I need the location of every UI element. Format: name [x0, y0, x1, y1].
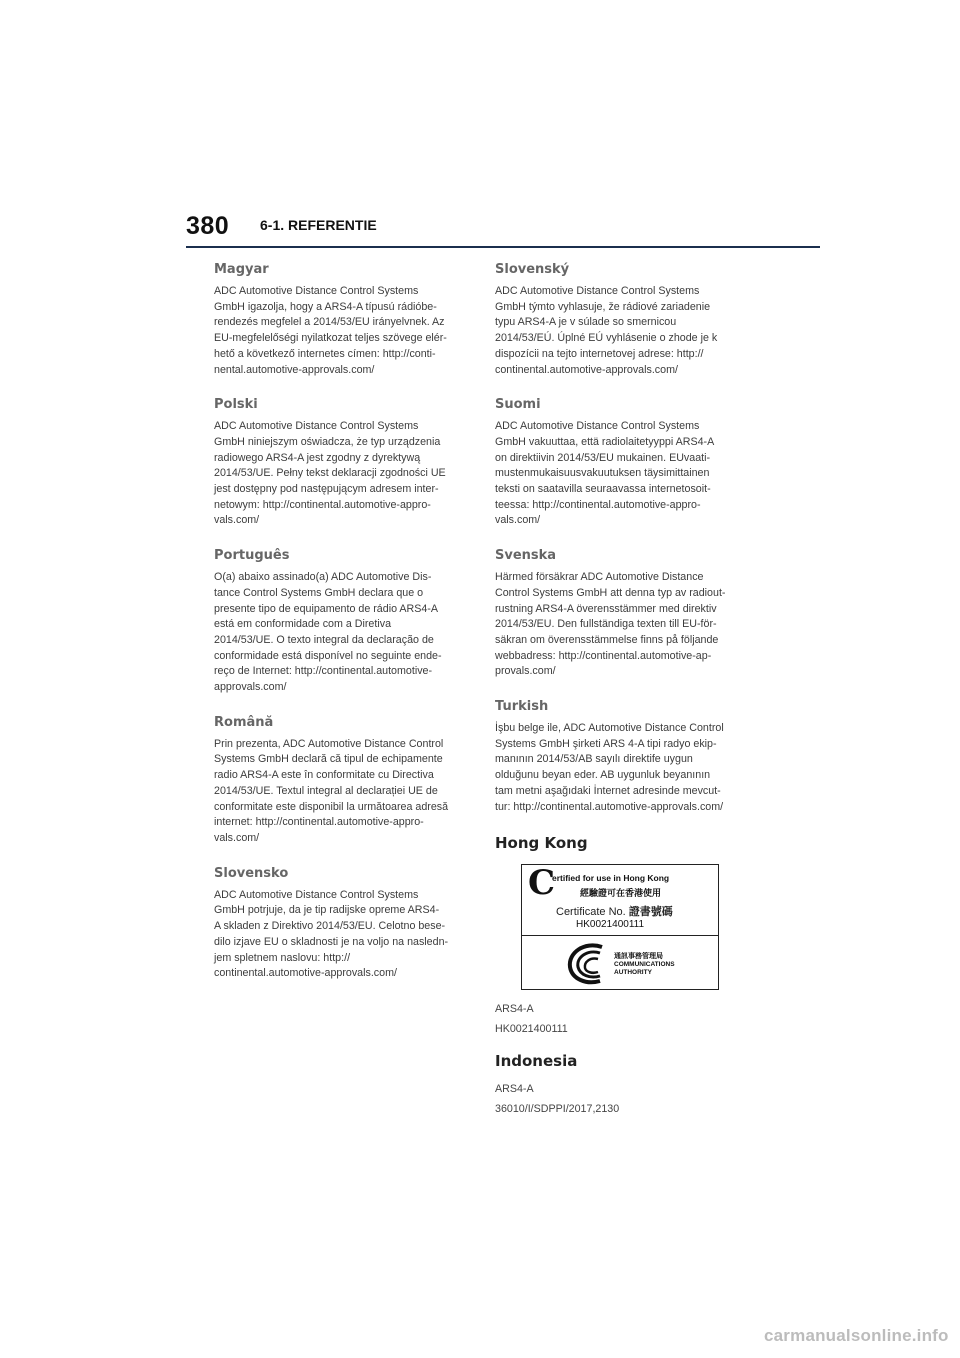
left-column	[214, 262, 466, 1001]
section-text: Prin prezenta, ADC Automotive Distance Control Systems GmbH declară că tipul de echipamente radio ARS4-A este în conformitate cu Directiva 2014/53/UE. Textul integral al declarației UE de conformitate este disponibil la următoarea adresă internet: http://continental.automotive-appro- vals.com/	[214, 737, 449, 844]
communications-authority-logo-icon	[562, 939, 616, 987]
section-title: Suomi	[495, 397, 541, 413]
section-title: Svenska	[495, 548, 557, 564]
page-header	[186, 212, 820, 248]
section-portugues	[214, 548, 466, 696]
hong-kong-certificate-label	[521, 864, 719, 990]
certificate-number-label-cn: 證書號碼	[628, 906, 673, 919]
certificate-number-label-en: Certificate No.	[556, 906, 626, 919]
certificate-line: ertified for use in Hong Kong	[552, 873, 670, 884]
authority-name-en: COMMUNICATIONS AUTHORITY	[614, 961, 675, 977]
certificate-code: HK0021400111	[576, 919, 645, 931]
section-title: Português	[214, 548, 290, 564]
section-text: Härmed försäkrar ADC Automotive Distance Control Systems GmbH att denna typ av radiout- rustning ARS4-A överensstämmer med direktiv 2014/53/EU. Den fullständiga texten till EU-för- säkran om överensstämmelse finns på följande webbadress: http://continental.automotive-ap- provals.com/	[495, 571, 726, 678]
certificate-big-letter: C	[528, 863, 556, 904]
section-text: ADC Automotive Distance Control Systems GmbH týmto vyhlasuje, že rádiové zariadenie typu ARS4-A je v súlade so smernicou 2014/53/EÚ. Úplné EÚ vyhlásenie o zhode je k dispozícii na tejto internetovej adrese: http:// continental.automotive-approvals.com/	[495, 285, 718, 376]
section-title: Turkish	[495, 699, 549, 715]
section-text: ADC Automotive Distance Control Systems GmbH potrjuje, da je tip radijske opreme ARS4- A skladen z Direktivo 2014/53/EU. Celotno bese- dilo izjave EU o skladnosti je na voljo na nasledn- jem spletnem naslovu: http:// continental.automotive-approvals.com/	[214, 888, 449, 980]
authority-name-cn: 通訊事務管理局	[614, 953, 663, 961]
hong-kong-cert-number: HK0021400111	[495, 1023, 568, 1036]
section-text: ADC Automotive Distance Control Systems GmbH niniejszym oświadcza, że typ urządzenia radiowego ARS4-A jest zgodny z dyrektywą 2014/53/UE. Pełny tekst deklaracji zgodności UE jest dostępny pod następującym adresem inter- netowym: http://continental.automotive-appro- vals.com/	[214, 420, 446, 527]
indonesia-model: ARS4-A	[495, 1083, 534, 1096]
section-slovensky	[495, 262, 755, 378]
certificate-number-label	[556, 903, 673, 919]
section-magyar	[214, 262, 466, 378]
section-title: Slovensko	[214, 865, 289, 881]
section-slovensko	[214, 866, 466, 982]
site-watermark: carmanualsonline.info	[764, 1326, 949, 1345]
page-number: 380	[186, 212, 230, 240]
section-title: Slovenský	[495, 262, 570, 277]
authority-panel	[522, 937, 718, 989]
chapter-title: 6-1. REFERENTIE	[260, 217, 377, 233]
section-turkish	[495, 699, 755, 815]
indonesia-cert-number: 36010/I/SDPPI/2017,2130	[495, 1103, 620, 1116]
certificate-line-cn: 經驗證可在香港使用	[580, 888, 662, 899]
section-text: O(a) abaixo assinado(a) ADC Automotive Dis- tance Control Systems GmbH declara que o presente tipo de equipamento de rádio ARS4-A está em conformidade com a Diretiva 2014/53/UE. O texto integral da declaração de conformidade está disponível no seguinte ende- reço de Internet: http://continental.automotive- approvals.com/	[214, 571, 442, 694]
section-title: Română	[214, 714, 274, 730]
section-suomi	[495, 397, 755, 529]
section-romana	[214, 715, 466, 847]
section-title: Magyar	[214, 262, 269, 277]
section-title: Polski	[214, 397, 258, 413]
section-polski	[214, 397, 466, 529]
section-text: ADC Automotive Distance Control Systems GmbH igazolja, hogy a ARS4-A típusú rádióbe- rendezés megfelel a 2014/53/EU irányelvnek. Az EU-megfelelőségi nyilatkozat teljes szövege elér- hető a következő internetes címen: http://conti- nental.automotive-approvals.com/	[214, 285, 447, 376]
right-column	[495, 262, 755, 1122]
section-text: ADC Automotive Distance Control Systems GmbH vakuuttaa, että radiolaitetyyppi ARS4-A on direktiivin 2014/53/EU mukainen. EUvaati- mustenmukaisuusvakuutuksen täysimittainen teksti on saatavilla seuraavassa internetosoit- teessa: http://continental.automotive-appro- vals.com/	[495, 420, 715, 527]
certificate-panel	[522, 865, 718, 936]
section-svenska	[495, 548, 755, 680]
hong-kong-title: Hong Kong	[495, 834, 588, 853]
hong-kong-model: ARS4-A	[495, 1003, 534, 1016]
section-text: İşbu belge ile, ADC Automotive Distance Control Systems GmbH şirketi ARS 4-A tipi radyo ekip- manının 2014/53/AB sayılı direktife uygun olduğunu beyan eder. AB uygunluk beyanının tam metni aşağıdaki İnternet adresinde mevcut- tur: http://continental.automotive-approvals.com/	[495, 722, 724, 813]
indonesia-title: Indonesia	[495, 1052, 578, 1071]
